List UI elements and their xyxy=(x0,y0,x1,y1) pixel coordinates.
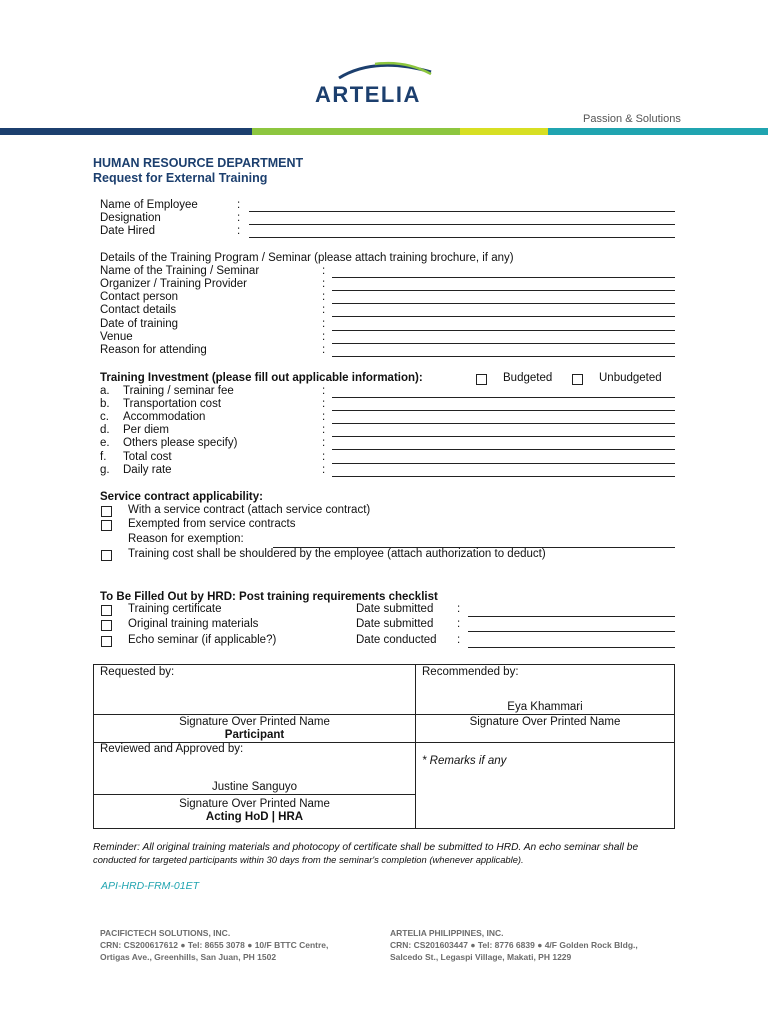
approver-signature-cell xyxy=(94,795,416,829)
participant-sig-caption: Signature Over Printed Name xyxy=(179,716,330,728)
form-code: API-HRD-FRM-01ET xyxy=(101,880,200,892)
employee-name-field[interactable] xyxy=(249,211,675,212)
daily-rate-label: Daily rate xyxy=(123,464,172,476)
exempted-label: Exempted from service contracts xyxy=(128,518,296,530)
certificate-date-field[interactable] xyxy=(468,616,675,617)
colon: : xyxy=(457,618,461,630)
contact-person-label: Contact person xyxy=(100,291,178,303)
footer-right-line2: Salcedo St., Legaspi Village, Makati, PH 1229 xyxy=(390,952,572,962)
footer-left-company: PACIFICTECH SOLUTIONS, INC. xyxy=(100,928,231,938)
reminder-line-1: Reminder: All original training materials and photocopy of certificate shall be submitted to HRD. An echo seminar shall be xyxy=(93,842,639,853)
colon: : xyxy=(237,212,241,224)
recommender-name: Eya Khammari xyxy=(507,701,583,713)
accommodation-label: Accommodation xyxy=(123,411,206,423)
training-date-label: Date of training xyxy=(100,318,178,330)
reason-field[interactable] xyxy=(332,356,675,357)
colon: : xyxy=(322,398,326,410)
training-details-intro: Details of the Training Program / Seminar (please attach training brochure, if any) xyxy=(100,252,514,264)
artelia-logo-swoosh xyxy=(335,58,435,80)
others-field[interactable] xyxy=(332,449,675,450)
colon: : xyxy=(322,344,326,356)
total-cost-field[interactable] xyxy=(332,463,675,464)
colon: : xyxy=(322,318,326,330)
materials-checkbox[interactable] xyxy=(101,620,112,631)
item-letter: e. xyxy=(100,437,110,449)
participant-signature-cell xyxy=(94,715,416,743)
materials-date-label: Date submitted xyxy=(356,618,434,630)
approver-sig-caption: Signature Over Printed Name xyxy=(179,798,330,810)
seminar-fee-label: Training / seminar fee xyxy=(123,385,234,397)
hrd-checklist-heading: To Be Filled Out by HRD: Post training requirements checklist xyxy=(100,591,438,603)
brand-tagline: Passion & Solutions xyxy=(583,113,681,125)
colon: : xyxy=(457,603,461,615)
daily-rate-field[interactable] xyxy=(332,476,675,477)
brand-name: ARTELIA xyxy=(315,82,421,107)
organizer-label: Organizer / Training Provider xyxy=(100,278,248,290)
materials-date-field[interactable] xyxy=(468,631,675,632)
color-band-green xyxy=(252,128,460,135)
remarks-label: * Remarks if any xyxy=(422,755,507,767)
materials-label: Original training materials xyxy=(128,618,259,630)
department-title: HUMAN RESOURCE DEPARTMENT xyxy=(93,156,304,170)
footer-right xyxy=(390,927,638,963)
footer-right-company: ARTELIA PHILIPPINES, INC. xyxy=(390,928,504,938)
training-name-field[interactable] xyxy=(332,277,675,278)
requested-by-cell[interactable] xyxy=(94,665,416,715)
echo-seminar-label: Echo seminar (if applicable?) xyxy=(128,634,277,646)
seminar-fee-field[interactable] xyxy=(332,397,675,398)
colon: : xyxy=(237,199,241,211)
certificate-checkbox[interactable] xyxy=(101,605,112,616)
recommended-by-label: Recommended by: xyxy=(422,666,519,678)
approver-role: Acting HoD | HRA xyxy=(205,811,304,823)
others-label: Others please specify) xyxy=(123,437,238,449)
footer-left-line1: CRN: CS200617612 ● Tel: 8655 3078 ● 10/F BTTC Centre, xyxy=(100,940,329,950)
certificate-label: Training certificate xyxy=(128,603,222,615)
service-contract-heading: Service contract applicability: xyxy=(100,491,263,503)
item-letter: f. xyxy=(100,451,107,463)
per-diem-field[interactable] xyxy=(332,436,675,437)
venue-label: Venue xyxy=(100,331,133,343)
item-letter: a. xyxy=(100,385,110,397)
colon: : xyxy=(322,291,326,303)
colon: : xyxy=(322,424,326,436)
employee-shouldered-checkbox[interactable] xyxy=(101,550,112,561)
colon: : xyxy=(322,451,326,463)
date-hired-field[interactable] xyxy=(249,237,675,238)
exempted-checkbox[interactable] xyxy=(101,520,112,531)
budgeted-label: Budgeted xyxy=(503,372,553,384)
reviewed-by-label: Reviewed and Approved by: xyxy=(100,743,244,755)
organizer-field[interactable] xyxy=(332,290,675,291)
colon: : xyxy=(322,331,326,343)
investment-heading: Training Investment (please fill out applicable information): xyxy=(100,372,423,384)
total-cost-label: Total cost xyxy=(123,451,172,463)
per-diem-label: Per diem xyxy=(123,424,170,436)
colon: : xyxy=(322,437,326,449)
echo-date-label: Date conducted xyxy=(356,634,437,646)
transportation-field[interactable] xyxy=(332,410,675,411)
colon: : xyxy=(322,411,326,423)
item-letter: d. xyxy=(100,424,110,436)
reminder-line-2: conducted for targeted participants within 30 days from the seminar's completion (whenever applicable). xyxy=(93,854,524,865)
footer-right-line1: CRN: CS201603447 ● Tel: 8776 6839 ● 4/F Golden Rock Bldg., xyxy=(390,940,638,950)
training-name-label: Name of the Training / Seminar xyxy=(100,265,260,277)
participant-role: Participant xyxy=(224,729,285,741)
colon: : xyxy=(457,634,461,646)
colon: : xyxy=(322,278,326,290)
exemption-reason-label: Reason for exemption: xyxy=(128,533,244,545)
contact-details-label: Contact details xyxy=(100,304,177,316)
item-letter: c. xyxy=(100,411,109,423)
remarks-cell[interactable] xyxy=(416,743,675,829)
footer-left xyxy=(100,927,328,963)
color-band-teal xyxy=(548,128,768,135)
colon: : xyxy=(322,265,326,277)
venue-field[interactable] xyxy=(332,343,675,344)
colon: : xyxy=(322,385,326,397)
signature-table xyxy=(93,664,675,829)
transportation-label: Transportation cost xyxy=(123,398,222,410)
contact-details-field[interactable] xyxy=(332,316,675,317)
recommender-sig-caption: Signature Over Printed Name xyxy=(469,716,621,728)
with-contract-label: With a service contract (attach service contract) xyxy=(128,504,371,516)
budgeted-checkbox[interactable] xyxy=(476,374,487,385)
certificate-date-label: Date submitted xyxy=(356,603,434,615)
designation-field[interactable] xyxy=(249,224,675,225)
training-date-field[interactable] xyxy=(332,330,675,331)
colon: : xyxy=(237,225,241,237)
designation-label: Designation xyxy=(100,212,161,224)
reviewed-by-cell[interactable] xyxy=(94,743,416,795)
employee-shouldered-label: Training cost shall be shouldered by the employee (attach authorization to deduct) xyxy=(128,548,546,560)
echo-date-field[interactable] xyxy=(468,647,675,648)
item-letter: g. xyxy=(100,464,110,476)
recommended-by-cell[interactable] xyxy=(416,665,675,715)
colon: : xyxy=(322,304,326,316)
unbudgeted-label: Unbudgeted xyxy=(599,372,662,384)
requested-by-label: Requested by: xyxy=(100,666,175,678)
employee-name-label: Name of Employee xyxy=(100,199,198,211)
colon: : xyxy=(322,464,326,476)
service-contract-checkbox[interactable] xyxy=(101,506,112,517)
contact-person-field[interactable] xyxy=(332,303,675,304)
approver-name: Justine Sanguyo xyxy=(211,781,298,793)
color-band-navy xyxy=(0,128,252,135)
echo-seminar-checkbox[interactable] xyxy=(101,636,112,647)
reason-label: Reason for attending xyxy=(100,344,207,356)
footer-left-line2: Ortigas Ave., Greenhills, San Juan, PH 1502 xyxy=(100,952,277,962)
color-band-lime xyxy=(460,128,548,135)
date-hired-label: Date Hired xyxy=(100,225,155,237)
item-letter: b. xyxy=(100,398,110,410)
form-title: Request for External Training xyxy=(93,171,268,185)
unbudgeted-checkbox[interactable] xyxy=(572,374,583,385)
recommender-signature-cell xyxy=(416,715,675,743)
accommodation-field[interactable] xyxy=(332,423,675,424)
